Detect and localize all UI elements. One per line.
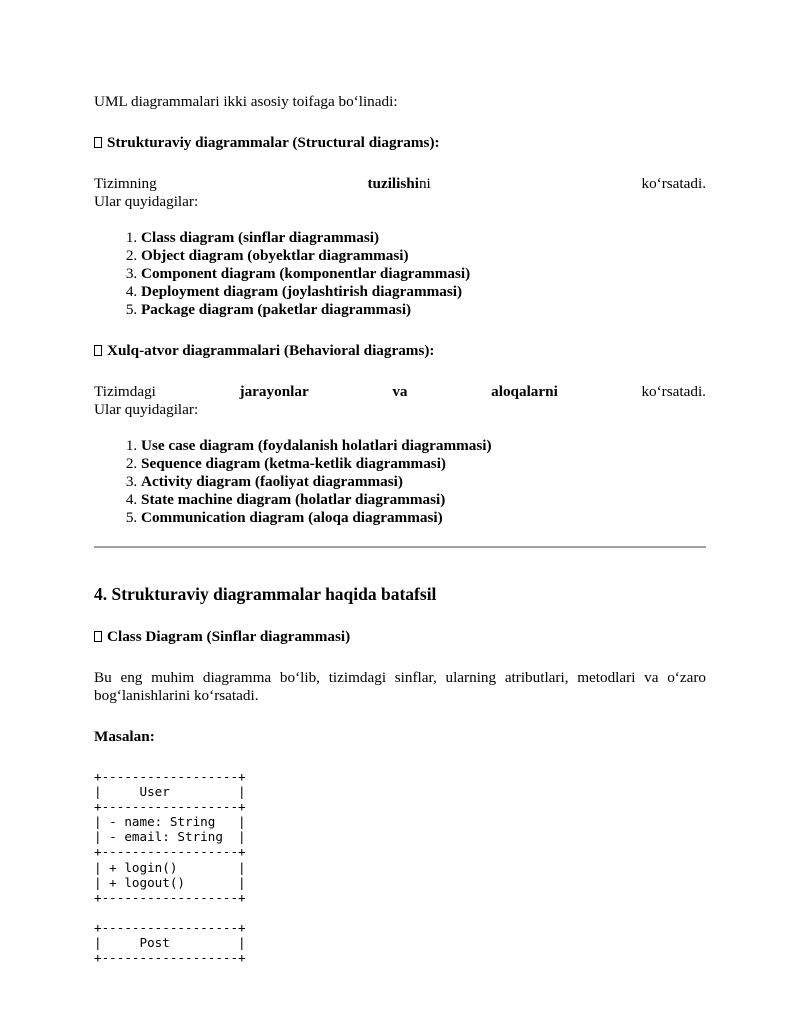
list-item: 2. Object diagram (obyektlar diagrammasi) xyxy=(141,247,706,265)
list-item: 5. Communication diagram (aloqa diagrammasi) xyxy=(141,509,706,527)
structural-desc-word: Tizimning xyxy=(94,175,157,192)
behavioral-desc-bold: jarayonlar xyxy=(239,383,309,400)
structural-heading xyxy=(94,134,706,152)
class-diagram-paragraph: Bu eng muhim diagramma bo‘lib, tizimdagi sinflar, ularning atributlari, metodlari va o‘zaro bog‘lanishlarini ko‘rsatadi. xyxy=(94,669,706,704)
structural-description xyxy=(94,175,706,193)
list-item: 4. State machine diagram (holatlar diagrammasi) xyxy=(141,491,706,509)
structural-list xyxy=(94,229,706,319)
class-diagram-heading-text: Class Diagram (Sinflar diagrammasi) xyxy=(107,628,351,645)
structural-desc-emphasis xyxy=(367,175,430,193)
section-title: 4. Strukturaviy diagrammalar haqida batafsil xyxy=(94,584,437,604)
code-block-post: +------------------+ | Post | +------------------+ xyxy=(94,919,246,966)
list-item: 1. Use case diagram (foydalanish holatlari diagrammasi) xyxy=(141,437,706,455)
intro-text: UML diagrammalari ikki asosiy toifaga bo‘linadi: xyxy=(94,93,398,110)
behavioral-heading xyxy=(94,342,706,360)
behavioral-desc-line2: Ular quyidagilar: xyxy=(94,401,199,418)
structural-desc-line2: Ular quyidagilar: xyxy=(94,193,199,210)
behavioral-desc-bold: va xyxy=(392,383,408,400)
example-label: Masalan: xyxy=(94,728,155,745)
behavioral-desc-word: ko‘rsatadi. xyxy=(641,383,706,400)
horizontal-divider xyxy=(94,546,706,548)
document-page xyxy=(94,93,706,965)
behavioral-description xyxy=(94,383,706,401)
structural-heading-text: Strukturaviy diagrammalar (Structural diagrams): xyxy=(107,134,440,151)
missing-glyph-icon xyxy=(94,631,102,642)
list-item: 3. Component diagram (komponentlar diagrammasi) xyxy=(141,265,706,283)
list-item: 1. Class diagram (sinflar diagrammasi) xyxy=(141,229,706,247)
code-block-user: +------------------+ | User | +------------------+ | - name: String | | - email: String | +------------------+ | + login() | | + logout() | +------------------+ xyxy=(94,769,246,905)
list-item: 5. Package diagram (paketlar diagrammasi) xyxy=(141,301,706,319)
list-item: 2. Sequence diagram (ketma-ketlik diagrammasi) xyxy=(141,455,706,473)
missing-glyph-icon xyxy=(94,345,102,356)
behavioral-desc-word: Tizimdagi xyxy=(94,383,156,400)
behavioral-list xyxy=(94,437,706,527)
list-item: 4. Deployment diagram (joylashtirish diagrammasi) xyxy=(141,283,706,301)
structural-desc-suffix: ni xyxy=(418,175,431,192)
list-item: 3. Activity diagram (faoliyat diagrammasi) xyxy=(141,473,706,491)
missing-glyph-icon xyxy=(94,137,102,148)
behavioral-heading-text: Xulq-atvor diagrammalari (Behavioral diagrams): xyxy=(107,342,435,359)
behavioral-desc-bold: aloqalarni xyxy=(491,383,558,400)
class-diagram-heading xyxy=(94,628,706,646)
structural-desc-word: ko‘rsatadi. xyxy=(641,175,706,192)
structural-desc-bold: tuzilishi xyxy=(367,175,419,192)
